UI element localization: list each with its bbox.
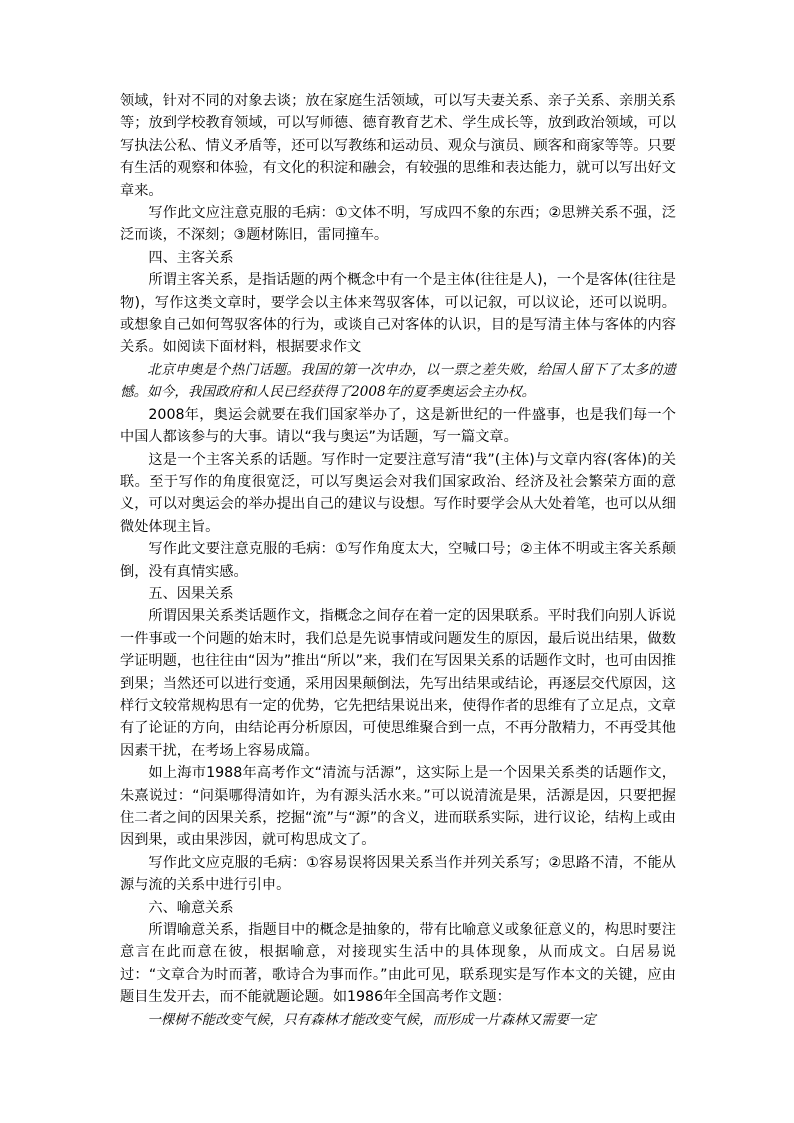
paragraph-cause-effect-definition: 所谓因果关系类话题作文，指概念之间存在着一定的因果联系。平时我们向别人诉说一件事或一个问题的始末时，我们总是先说事情或问题发生的原因，最后说出结果，做数学证明题，也往往由“因为”推出“所以”来，我们在写因果关系的话题作文时，也可由因推到果；当然还可以进行变通，采用因果颠倒法，先写出结果或结论，再逐层交代原因，这样行文较常规构思有一定的优势，它先把结果说出来，使得作者的思维有了立足点，文章有了论证的方向，由结论再分析原因，可使思维聚合到一点，不再分散精力，不再受其他因素干扰，在考场上容易成篇。 — [120, 608, 676, 759]
quote-olympic-material: 北京申奥是个热门话题。我国的第一次申办，以一票之差失败，给国人留下了太多的遗憾。如今，我国政府和人民已经获得了2008年的夏季奥运会主办权。 — [120, 361, 676, 401]
paragraph-host-guest-analysis: 这是一个主客关系的话题。写作时一定要注意写清“我”(主体)与文章内容(客体)的关联。至于写作的角度很宽泛，可以写奥运会对我们国家政治、经济及社会繁荣方面的意义，可以对奥运会的举办提出自己的建议与设想。写作时要学会从大处着笔，也可以从细微处体现主旨。 — [120, 451, 676, 535]
paragraph-domains: 领域，针对不同的对象去谈；放在家庭生活领域，可以写夫妻关系、亲子关系、亲朋关系等；放到学校教育领域，可以写师德、德育教育艺术、学生成长等，放到政治领域，可以写执法公私、情义矛盾等，还可以写教练和运动员、观众与演员、顾客和商家等等。只要有生活的观察和体验，有文化的积淀和融会，有较强的思维和表达能力，就可以写出好文章来。 — [120, 93, 676, 199]
heading-metaphor-relation: 六、喻意关系 — [148, 899, 234, 916]
paragraph-flaws-3: 写作此文应克服的毛病：①容易误将因果关系当作并列关系写；②思路不清，不能从源与流的关系中进行引申。 — [120, 854, 676, 894]
quote-forest-material: 一棵树不能改变气候，只有森林才能改变气候，而形成一片森林又需要一定 — [147, 1011, 596, 1028]
paragraph-host-guest-definition: 所谓主客关系，是指话题的两个概念中有一个是主体(往往是人)，一个是客体(往往是物)，写作这类文章时，要学会以主体来驾驭客体，可以记叙，可以议论，还可以说明。或想象自己如何驾驭客体的行为，或谈自己对客体的认识，目的是写清主体与客体的内容关系。如阅读下面材料，根据要求作文 — [120, 272, 676, 356]
paragraph-olympic-prompt: 2008年，奥运会就要在我们国家举办了，这是新世纪的一件盛事，也是我们每一个中国人都该参与的大事。请以“我与奥运”为话题，写一篇文章。 — [120, 406, 676, 446]
paragraph-flaws-2: 写作此文要注意克服的毛病：①写作角度太大，空喊口号；②主体不明或主客关系颠倒，没有真情实感。 — [120, 541, 676, 580]
paragraph-shanghai-example: 如上海市1988年高考作文“清流与活源”，这实际上是一个因果关系类的话题作文，朱熹说过：“问渠哪得清如许，为有源头活水来。”可以说清流是果，活源是因，只要把握住二者之间的因果关系，挖掘“流”与“源”的含义，进而联系实际，进行议论，结构上或由因到果，或由果涉因，就可构思成文了。 — [120, 765, 676, 849]
paragraph-metaphor-definition: 所谓喻意关系，指题目中的概念是抽象的，带有比喻意义或象征意义的，构思时要注意言在此而意在彼，根据喻意，对接现实生活中的具体现象，从而成文。白居易说过：“文章合为时而著，歌诗合为事而作。”由此可见，联系现实是写作本文的关键，应由题目生发开去，而不能就题论题。如1986年全国高考作文题： — [120, 922, 676, 1006]
paragraph-flaws-1: 写作此文应注意克服的毛病：①文体不明，写成四不象的东西；②思辨关系不强，泛泛而谈，不深刻；③题材陈旧，雷同撞车。 — [120, 205, 676, 244]
heading-cause-effect-relation: 五、因果关系 — [148, 585, 234, 602]
document-body — [120, 90, 676, 1031]
heading-host-guest-relation: 四、主客关系 — [148, 249, 234, 266]
